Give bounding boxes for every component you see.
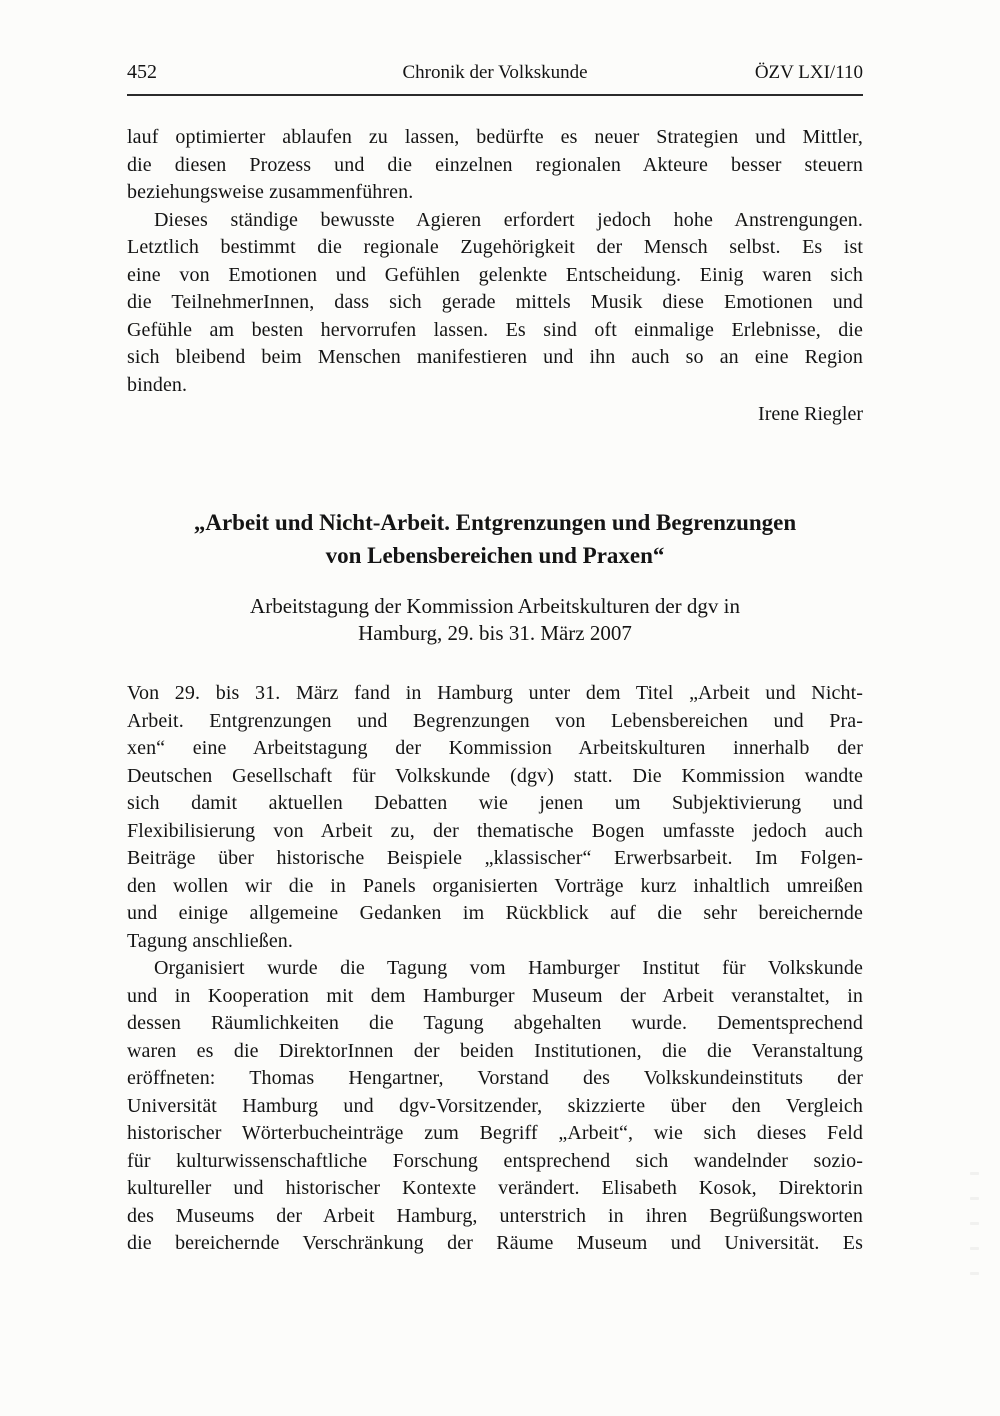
text-line: waren es die DirektorInnen der beiden Institutionen, die die Veranstaltung: [127, 1039, 863, 1062]
text-line: Gefühle am besten hervorrufen lassen. Es sind oft einmalige Erlebnisse, die: [127, 318, 863, 341]
text-line: für kulturwissenschaftliche Forschung entsprechend sich wandelnder sozio-: [127, 1149, 863, 1172]
text-line: Letztlich bestimmt die regionale Zugehörigkeit der Mensch selbst. Es ist: [127, 236, 863, 258]
paragraph: [127, 955, 863, 1258]
article-subtitle-line: Hamburg, 29. bis 31. März 2007: [358, 621, 632, 645]
text-line: den wollen wir die in Panels organisierten Vorträge kurz inhaltlich umreißen: [127, 874, 863, 897]
text-line: kultureller und historischer Kontexte verändert. Elisabeth Kosok, Direktorin: [127, 1177, 863, 1199]
text-line: des Museums der Arbeit Hamburg, unterstrich in ihren Begrüßungsworten: [127, 1204, 863, 1227]
paragraph: [127, 124, 863, 207]
page-header: [127, 0, 863, 85]
text-line: sich bleibend beim Menschen manifestieren und ihn auch so an eine Region: [127, 346, 863, 368]
paragraph: [127, 680, 863, 955]
text-line: eine von Emotionen und Gefühlen gelenkte Entscheidung. Einig waren sich: [127, 263, 863, 286]
text-line: die bereichernde Verschränkung der Räume Museum und Universität. Es: [127, 1232, 863, 1254]
previous-article-end: [127, 124, 863, 399]
scan-artifact: [970, 1150, 982, 1297]
article-title: [127, 506, 863, 572]
text-line: beziehungsweise zusammenführen.: [127, 181, 414, 203]
text-line: Beiträge über historische Beispiele „klassischer“ Erwerbsarbeit. Im Folgen-: [127, 847, 863, 869]
text-line: xen“ eine Arbeitstagung der Kommission Arbeitskulturen innerhalb der: [127, 737, 863, 759]
text-line: und einige allgemeine Gedanken im Rückblick auf die sehr bereichernde: [127, 902, 863, 924]
text-line: dessen Räumlichkeiten die Tagung abgehalten wurde. Dementsprechend: [127, 1012, 863, 1034]
text-line: Universität Hamburg und dgv-Vorsitzender, skizzierte über den Vergleich: [127, 1094, 863, 1117]
paragraph: [127, 207, 863, 400]
text-line: Flexibilisierung von Arbeit zu, der thematische Bogen umfasste jedoch auch: [127, 819, 863, 842]
article-title-line: „Arbeit und Nicht-Arbeit. Entgrenzungen und Begrenzungen: [193, 510, 797, 535]
text-line: Organisiert wurde die Tagung vom Hamburger Institut für Volkskunde: [154, 957, 863, 979]
article-subtitle: [127, 593, 863, 647]
text-line: Von 29. bis 31. März fand in Hamburg unter dem Titel „Arbeit und Nicht-: [127, 682, 863, 704]
running-title: Chronik der Volkskunde: [402, 62, 588, 83]
text-line: die TeilnehmerInnen, dass sich gerade mittels Musik diese Emotionen und: [127, 291, 863, 313]
journal-issue: ÖZV LXI/110: [754, 62, 863, 83]
text-line: Tagung anschließen.: [127, 929, 294, 952]
text-line: eröffneten: Thomas Hengartner, Vorstand des Volkskundeinstituts der: [127, 1067, 863, 1089]
text-line: lauf optimierter ablaufen zu lassen, bedürfte es neuer Strategien und Mittler,: [127, 126, 863, 148]
text-line: Dieses ständige bewusste Agieren erfordert jedoch hohe Anstrengungen.: [154, 208, 863, 231]
text-line: Arbeit. Entgrenzungen und Begrenzungen von Lebensbereichen und Pra-: [127, 709, 863, 732]
author-signature: Irene Riegler: [758, 403, 863, 425]
text-line: die diesen Prozess und die einzelnen regionalen Akteure besser steuern: [127, 153, 863, 176]
page-number: 452: [127, 61, 157, 83]
text-line: sich damit aktuellen Debatten wie jenen um Subjektivierung und: [127, 792, 863, 814]
text-line: binden.: [127, 373, 188, 396]
page-content: [127, 0, 863, 1258]
header-rule: [127, 94, 863, 96]
article-title-line: von Lebensbereichen und Praxen“: [325, 543, 665, 568]
article-subtitle-line: Arbeitstagung der Kommission Arbeitskulturen der dgv in: [250, 594, 740, 618]
text-line: historischer Wörterbucheinträge zum Begriff „Arbeit“, wie sich dieses Feld: [127, 1122, 863, 1144]
text-line: und in Kooperation mit dem Hamburger Museum der Arbeit veranstaltet, in: [127, 984, 863, 1007]
article-body: [127, 680, 863, 1258]
text-line: Deutschen Gesellschaft für Volkskunde (dgv) statt. Die Kommission wandte: [127, 764, 863, 787]
